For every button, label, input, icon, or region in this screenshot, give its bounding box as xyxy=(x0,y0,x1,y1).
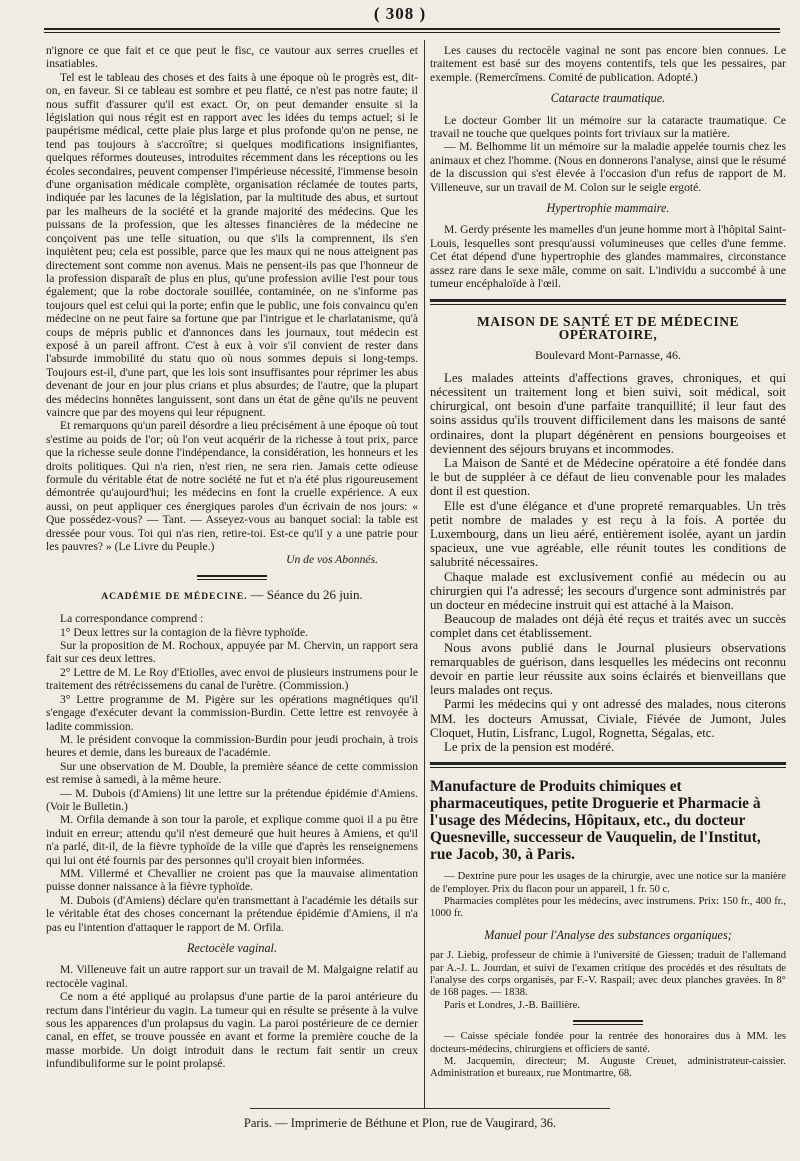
academie-label: ACADÉMIE DE MÉDECINE. xyxy=(101,591,248,602)
left-column xyxy=(46,44,418,1071)
right-column xyxy=(430,44,786,1081)
paragraph: 3° Lettre programme de M. Pigère sur les opérations magnétiques qu'il s'engage d'exécuter devant la commission-Burdin. Cette lettre est renvoyée à ladite commission. xyxy=(46,692,418,733)
paragraph: M. Jacquemin, directeur; M. Auguste Creuet, administrateur-caissier. Administration et bureaux, rue Montmartre, 68. xyxy=(430,1056,786,1080)
paragraph: Beaucoup de malades ont déjà été reçus et traités avec un succès complet dans cet établissement. xyxy=(430,612,786,641)
paragraph: M. Dubois (d'Amiens) déclare qu'en transmettant à l'académie les détails sur le véritable état des choses concernant la prétendue épidémie d'Amiens, il n'a pas eu l'intention d'attaquer le rapport de M. Orfila. xyxy=(46,893,418,934)
paragraph: Le prix de la pension est modéré. xyxy=(444,740,615,754)
paragraph: M. Villeneuve fait un autre rapport sur un travail de M. Malgaigne relatif au rectocèle vaginal. xyxy=(46,963,418,990)
paragraph: Le docteur Gomber lit un mémoire sur la cataracte traumatique. Ce travail ne touche que quelques points fort triviaux sur la matière. xyxy=(430,113,786,141)
paragraph: M. le président convoque la commission-Burdin pour jeudi prochain, à trois heures et demie, dans les bureaux de l'académie. xyxy=(46,732,418,760)
paragraph: 1° Deux lettres sur la contagion de la fièvre typhoïde. xyxy=(60,625,309,639)
paragraph: n'ignore ce que fait et ce que peut le fisc, ce vautour aux serres cruelles et insatiables. xyxy=(46,44,418,71)
paragraph: Elle est d'une élégance et d'une propreté remarquables. Un très petit nombre de malades y est reçu à la fois. A portée du Luxembourg, dans un lieu aéré, entièrement isolée, ayant un jardin spacieux, une vue agréable, elle réunit toutes les conditions de salubrité nécessaires. xyxy=(430,498,786,570)
maison-title: MAISON DE SANTÉ ET DE MÉDECINE OPÉRATOIRE, xyxy=(477,313,739,342)
paragraph: Nous avons publié dans le Journal plusieurs observations remarquables de guérison, dans lesquelles les médecins ont reconnu devoir en partie leur réussite aux soins éclairés et bienveillans que leurs malades ont reçus. xyxy=(430,640,786,698)
paragraph: par J. Liebig, professeur de chimie à l'université de Giessen; traduit de l'allemand par A.-J. L. Jourdan, et suivi de l'examen critique des procédés et des résultats de l'analyse des corps organisés, par F.-V. Raspail; avec deux planches gravées. In 8° de 168 pages. — 1838. xyxy=(430,950,786,999)
paragraph: — M. Dubois (d'Amiens) lit une lettre sur la prétendue épidémie d'Amiens. (Voir le Bulletin.) xyxy=(46,786,418,813)
paragraph: Paris et Londres, J.-B. Baillière. xyxy=(444,999,580,1011)
paragraph: La correspondance comprend : xyxy=(60,612,204,626)
paragraph: Tel est le tableau des choses et des faits à une époque où le progrès est, dit-on, en faveur. Si ce tableau est sombre et peu flatté, ce n'est pas notre faute; il nous suffit d'assurer qu'il est exact. Or, on peut demander ensuite si la législation qui nous régit est en rapport avec les idées du temps actuel; si le paupérisme médical, cette plaie plus large et plus profonde qu'on ne pense, ne tend pas toujours à s'accroître; si quelques modifications insignifiantes, quelques réformes douteuses, introduites récemment dans les réceptions ou les écoles secondaires, peuvent compenser l'impérieuse nécessité, l'immense besoin d'une organisation médicale complète, organisation réclamée de toutes parts, indiquée par les lacunes de la législation, par la multitude des abus, et surtout par les malheurs de la société et la grande majorité des médecins. Que les puissans de la profession, que les altesses financières de la médecine ne conçoivent pas une telle situation, ou que s'ils la comprennent, ils s'en inquiètent peu; cela est possible, parce que les maux qui ne nous atteignent pas directement sont comme non avenus. Mais ne pensent-ils pas que l'honneur de la profession disparaît de plus en plus, qu'une profession avilie l'est pour tous également; que la robe doctorale souillée, contaminée, on ne s'informe pas toujours quel est celui qui la porte; enfin que le public, une fois convaincu qu'en médecine on ne peut faire sa fortune que par l'intrigue et le charlatanisme, qu'à coups de mépris public et d'annonces dans les journaux, tout médecin est exposé à un pareil affront. C'est à eux à voir s'il convient de rester dans l'absurde immobilité du statu quo où nous sommes depuis si long-temps. Toujours est-il, d'une part, que les lois sont insuffisantes pour réprimer les abus devenant de jour en jour plus crians et plus absurdes; de l'autre, que la plupart des médecins honnêtes languissent, sont dans un état de gêne qu'ils ne peuvent vaincre que par des moyens qui leur répugnent. xyxy=(46,70,418,419)
paragraph: MM. Villermé et Chevallier ne croient pas que la mauvaise alimentation puisse donner naissance à la fièvre typhoïde. xyxy=(46,866,418,894)
page-number: ( 308 ) xyxy=(373,4,427,23)
manuel-heading: Manuel pour l'Analyse des substances organiques; xyxy=(484,927,732,942)
academie-heading xyxy=(46,588,418,604)
paragraph: Pharmacies complètes pour les médecins, avec instrumens. Prix: 150 fr., 400 fr., 1000 fr. xyxy=(430,896,786,920)
ads-block xyxy=(430,950,786,1012)
ads-block xyxy=(430,871,786,921)
column-divider xyxy=(424,40,425,1108)
signature: Un de vos Abonnés. xyxy=(286,553,378,567)
paragraph: — M. Belhomme lit un mémoire sur la maladie appelée tournis chez les animaux et chez l'homme. (Nous en donnerons l'analyse, ainsi que le résumé de la discussion qui s'est élevée à l'occasion d'un refus de rapport de M. Villeneuve, sur un travail de M. Colon sur le seigle ergoté. xyxy=(430,140,786,194)
paragraph: Ce nom a été appliqué au prolapsus d'une partie de la paroi antérieure du rectum dans l'intérieur du vagin. La tumeur qui en résulte se présente à la vulve sous les apparences d'un prolapsus du vagin. La paroi postérieure de ce dernier canal, en effet, se trouve poussée en avant et forme la première couche de la masse morbide. Un doigt introduit dans le rectum fait sentir un creux infundibuliforme sur le point prolapsé. xyxy=(46,990,418,1071)
maison-body xyxy=(430,371,786,754)
paragraph: Sur la proposition de M. Rochoux, appuyée par M. Chervin, un rapport sera fait sur ces deux lettres. xyxy=(46,639,418,666)
paragraph: Et remarquons qu'un pareil désordre a lieu précisément à une époque où tout s'estime au poids de l'or; où l'on veut acquérir de la richesse à tout prix, parce que la richesse seule donne l'indépendance, la considération, les honneurs et les droits politiques. Qui n'a rien, n'est rien, ne sera rien. Jamais cette odieuse formule du véritable état de notre société ne fut et n'a été plus rigoureusement démontrée qu'aujourd'hui; les médecins en font la cruelle expérience. A eux aussi, on peut appliquer ces énergiques paroles d'un écrivain de nos jours: « Que possédez-vous? — Tant. — Asseyez-vous au banquet social: la table est dressée pour vous. Toi qui n'as rien, retire-toi. Est-ce qu'il y a une patrie pour les pauvres? » (Le Livre du Peuple.) xyxy=(46,419,418,554)
rectocele-heading: Rectocèle vaginal. xyxy=(186,941,277,955)
ads-block xyxy=(430,1031,786,1081)
paragraph: Chaque malade est exclusivement confié au médecin ou au chirurgien qui l'a adressé; les secours d'urgence sont administrés par un docteur en médecine instruit qui est attaché à la Maison. xyxy=(430,569,786,612)
paragraph: Les causes du rectocèle vaginal ne sont pas encore bien connues. Le traitement est basé sur des moyens contentifs, tels que les pessaires, par exemple. (Remercîmens. Comité de publication. Adopté.) xyxy=(430,44,786,84)
imprint-footer: Paris. — Imprimerie de Béthune et Plon, rue de Vaugirard, 36. xyxy=(243,1116,557,1130)
paragraph: Les malades atteints d'affections graves, chroniques, et qui nécessitent un traitement long et bien suivi, soit médical, soit chirurgical, ont besoin d'une parfaite tranquillité; il leur faut des soins assidus qu'ils trouvent difficilement dans les maisons de santé ordinaires, dont la plupart dégénèrent en pensions bourgeoises et deviennent des séjours bruyans et incommodes. xyxy=(430,370,786,456)
paragraph: — Caisse spéciale fondée pour la rentrée des honoraires dus à MM. les docteurs-médecins, chirurgiens et officiers de santé. xyxy=(430,1031,786,1055)
paragraph: Parmi les médecins qui y ont adressé des malades, nous citerons MM. les docteurs Amussat, Civiale, Fiévée de Jumont, Jules Cloquet, Hutin, Lisfranc, Lugol, Rognetta, Ségalas, etc. xyxy=(430,697,786,740)
paragraph: Sur une observation de M. Double, la première séance de cette commission est remise à samedi, à la même heure. xyxy=(46,759,418,787)
section-ornament xyxy=(197,575,267,580)
maison-address: Boulevard Mont-Parnasse, 46. xyxy=(535,348,681,363)
academie-session: — Séance du 26 juin. xyxy=(250,586,363,602)
manufacture-heading: Manufacture de Produits chimiques et pharmaceutiques, petite Droguerie et Pharmacie à l'usage des Médecins, Hôpitaux, etc., du docteur Quesneville, successeur de Vauquelin, de l'Institut, rue Jacob, 30, à Paris. xyxy=(430,778,761,864)
top-rule xyxy=(44,28,780,33)
cataracte-heading: Cataracte traumatique. xyxy=(550,91,666,106)
hypertrophie-heading: Hypertrophie mammaire. xyxy=(546,201,670,216)
paragraph: 2° Lettre de M. Le Roy d'Etiolles, avec envoi de plusieurs instrumens pour le traitement des rétrécissemens du canal de l'urètre. (Commission.) xyxy=(46,665,418,693)
paragraph: M. Orfila demande à son tour la parole, et explique comme quoi il a pu être induit en erreur; attendu qu'il n'est demeuré que huit heures à Amiens, et qu'il n'a parlé, dit-il, de la fièvre typhoïde de la ville que d'après les renseignemens qui lui ont été fournis par des personnes qu'il croyait bien informées. xyxy=(46,813,418,867)
section-ornament xyxy=(573,1020,643,1025)
paragraph: La Maison de Santé et de Médecine opératoire a été fondée dans le but de suppléer à ce défaut de lieu convenable pour les malades dont il est question. xyxy=(430,455,786,499)
paragraph: — Dextrine pure pour les usages de la chirurgie, avec une notice sur la manière de l'employer. Prix du flacon pour un appareil, 1 fr. 50 c. xyxy=(430,871,786,895)
section-rule xyxy=(430,762,786,768)
paragraph: M. Gerdy présente les mamelles d'un jeune homme mort à l'hôpital Saint-Louis, lesquelles sont presqu'aussi volumineuses que celles d'une femme. Cet état dépend d'une hypertrophie des glandes mammaires, circonstance assez rare dans le sexe mâle, comme on sait. L'individu a succombé à une tumeur encéphaloïde à l'œil. xyxy=(430,223,786,291)
footer-rule xyxy=(250,1108,610,1109)
section-rule xyxy=(430,299,786,305)
